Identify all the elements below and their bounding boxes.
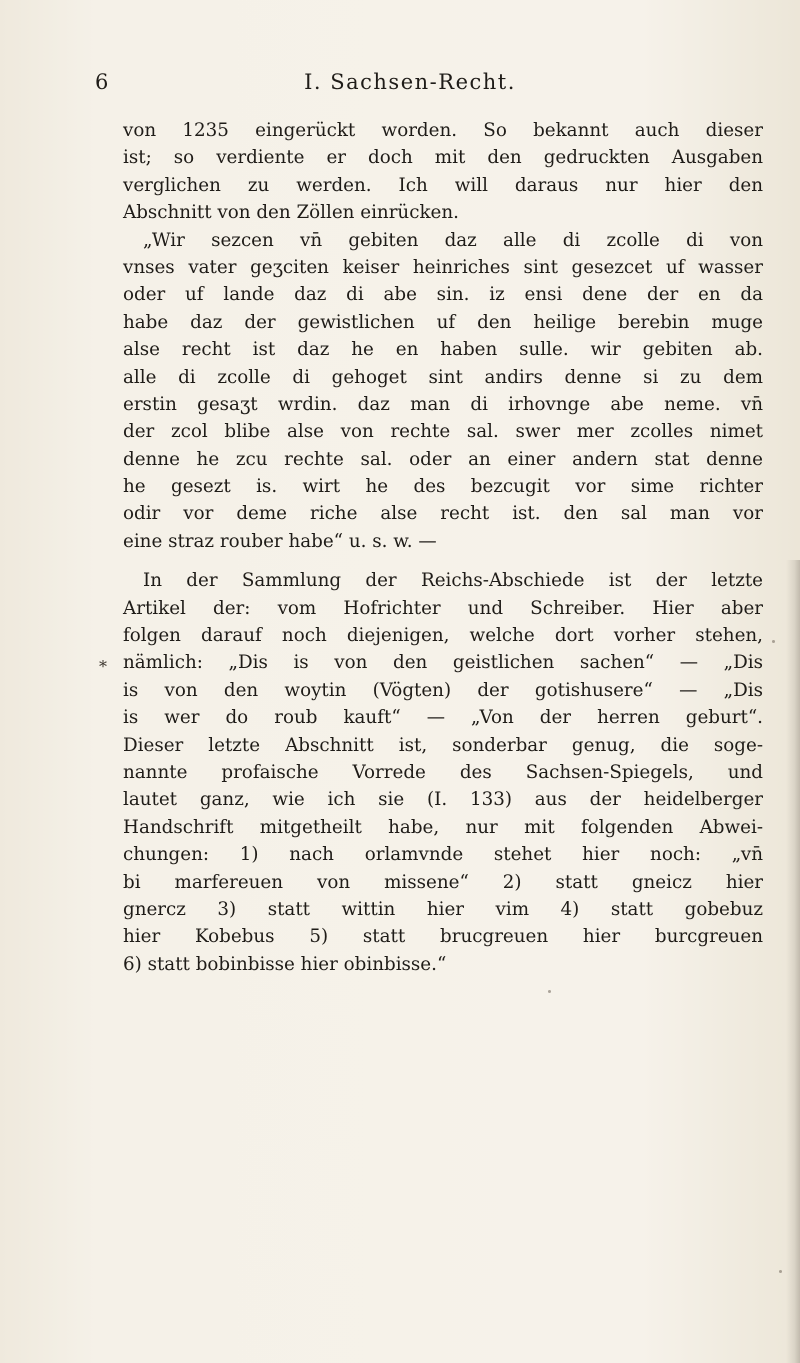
- text-line: is von den woytin (Vögten) der gotishusere“ — „Dis: [123, 679, 763, 701]
- text-line: chungen: 1) nach orlamvnde stehet hier noch: „vn̄: [123, 844, 763, 866]
- paragraph-gap: [123, 555, 763, 567]
- text-line: In der Sammlung der Reichs-Abschiede ist der letzte: [143, 570, 763, 592]
- text-line: bi marfereuen von missene“ 2) statt gneicz hier: [123, 871, 763, 893]
- text-line: gnercz 3) statt wittin hier vim 4) statt gobebuz: [123, 898, 763, 920]
- text-line: nannte profaische Vorrede des Sachsen-Spiegels, und: [123, 761, 763, 783]
- text-line: is wer do roub kauft“ — „Von der herren geburt“.: [123, 707, 763, 729]
- text-line: ist; so verdiente er doch mit den gedruckten Ausgaben: [123, 147, 763, 169]
- text-line: eine straz rouber habe“ u. s. w. —: [123, 530, 437, 552]
- text-line: erstin gesaʒt wrdin. daz man di irhovnge abe neme. vn̄: [123, 393, 763, 415]
- paper-speck: [772, 640, 775, 643]
- paper-speck: [779, 1270, 782, 1273]
- text-line: Artikel der: vom Hofrichter und Schreiber. Hier aber: [123, 597, 763, 619]
- text-line: Dieser letzte Abschnitt ist, sonderbar genug, die soge-: [123, 734, 763, 756]
- text-line: verglichen zu werden. Ich will daraus nur hier den: [123, 174, 763, 196]
- text-line: vnses vater geʒciten keiser heinriches sint gesezcet uf wasser: [123, 256, 763, 278]
- text-line: odir vor deme riche alse recht ist. den sal man vor: [123, 503, 763, 525]
- text-line: Handschrift mitgetheilt habe, nur mit folgenden Abwei-: [123, 816, 763, 838]
- running-title: I. Sachsen-Recht.: [304, 70, 516, 94]
- text-line: nämlich: „Dis is von den geistlichen sachen“ — „Dis: [123, 652, 763, 674]
- text-line: he gesezt is. wirt he des bezcugit vor sime richter: [123, 476, 763, 498]
- page-gutter-shadow: [786, 560, 800, 1363]
- text-line: habe daz der gewistlichen uf den heilige berebin muge: [123, 311, 763, 333]
- quoted-passage: [123, 227, 763, 556]
- paragraph-collection: [123, 567, 763, 978]
- body-text: [123, 117, 763, 978]
- margin-mark: *: [99, 657, 107, 676]
- text-line: denne he zcu rechte sal. oder an einer andern stat denne: [123, 448, 763, 470]
- text-line: von 1235 eingerückt worden. So bekannt auch dieser: [123, 120, 763, 141]
- text-line: alse recht ist daz he en haben sulle. wir gebiten ab.: [123, 339, 763, 361]
- text-line: hier Kobebus 5) statt brucgreuen hier burcgreuen: [123, 926, 763, 948]
- text-line: lautet ganz, wie ich sie (I. 133) aus der heidelberger: [123, 789, 763, 811]
- text-line: Abschnitt von den Zöllen einrücken.: [123, 202, 459, 224]
- page-header: [95, 70, 725, 100]
- text-line: oder uf lande daz di abe sin. iz ensi dene der en da: [123, 284, 763, 306]
- text-line: der zcol blibe alse von rechte sal. swer mer zcolles nimet: [123, 421, 763, 443]
- text-line: folgen darauf noch diejenigen, welche dort vorher stehen,: [123, 625, 763, 647]
- text-line: 6) statt bobinbisse hier obinbisse.“: [123, 953, 447, 975]
- paper-speck: [548, 990, 551, 993]
- text-line: alle di zcolle di gehoget sint andirs denne si zu dem: [123, 366, 763, 388]
- paragraph-intro: [123, 117, 763, 227]
- text-line: „Wir sezcen vn̄ gebiten daz alle di zcolle di von: [143, 229, 763, 251]
- page-number: 6: [95, 70, 109, 94]
